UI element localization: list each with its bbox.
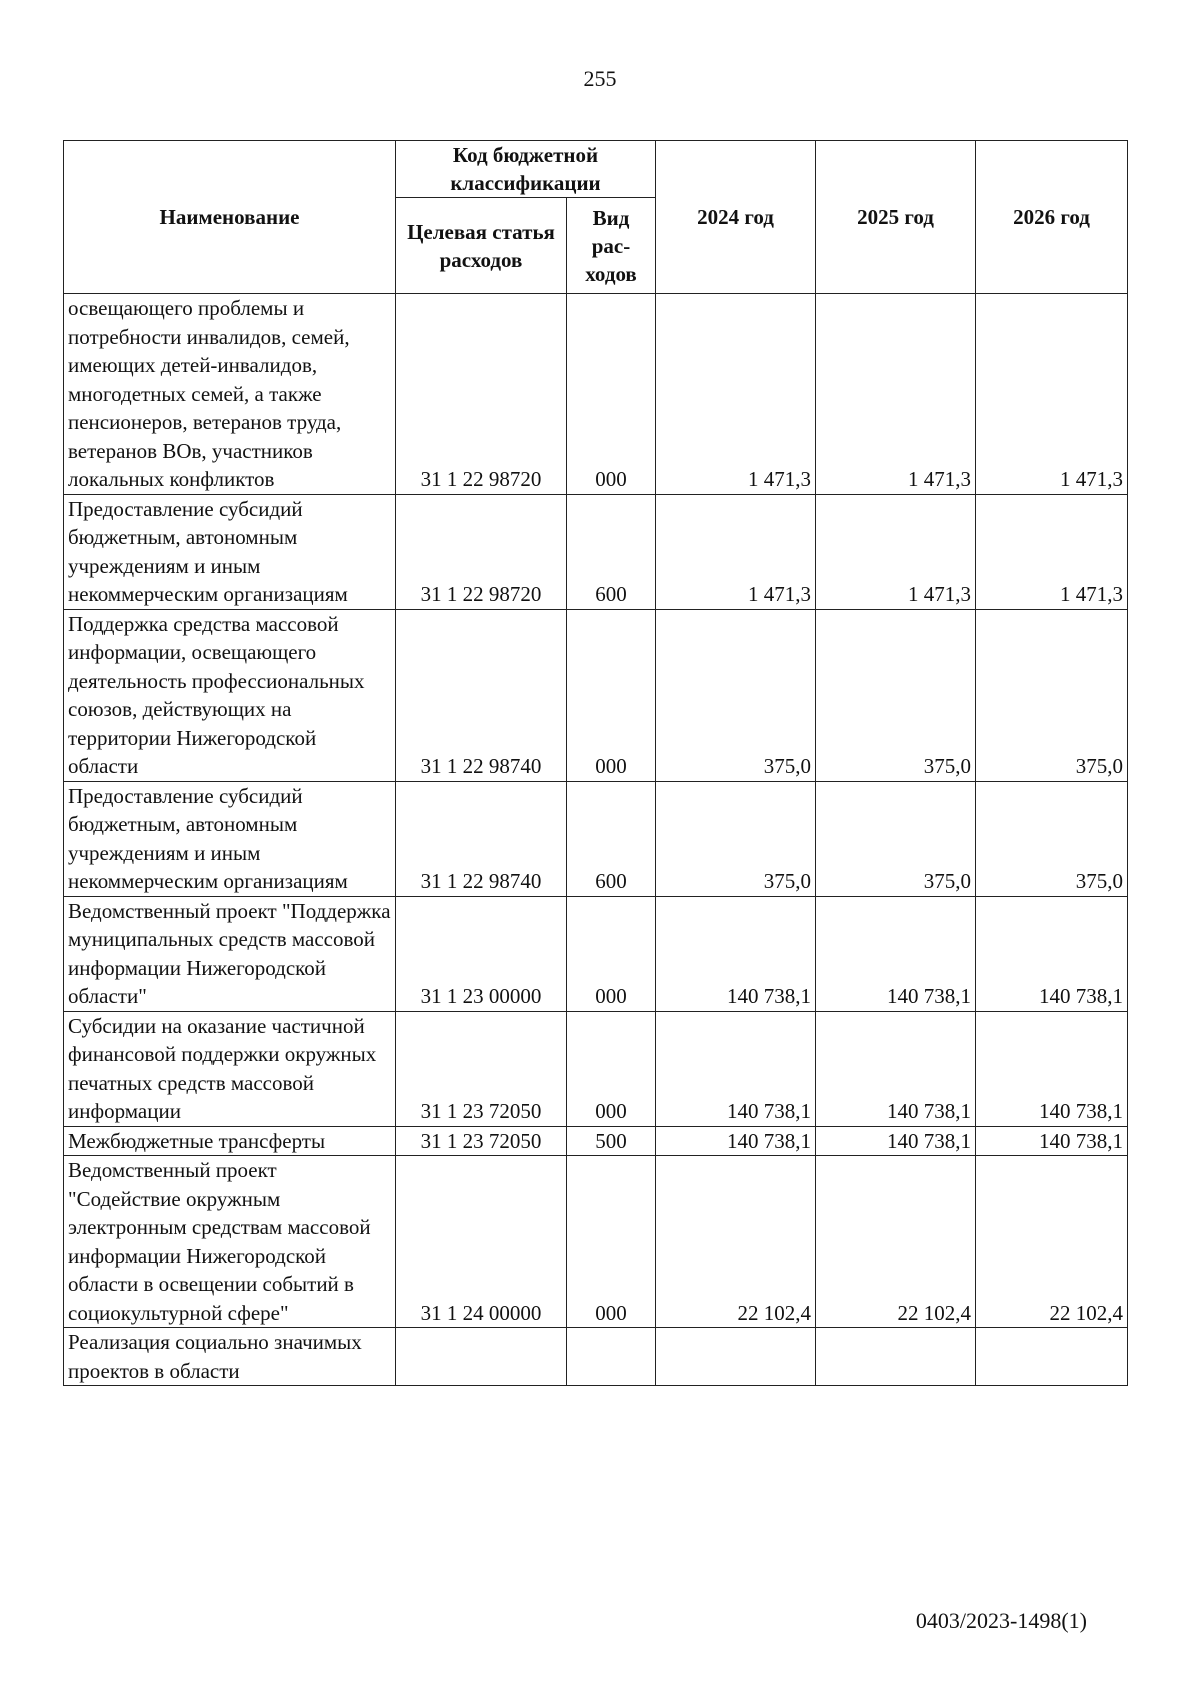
header-year-2026: 2026 год	[976, 141, 1128, 294]
header-year-2025: 2025 год	[816, 141, 976, 294]
row-target-article: 31 1 24 00000	[396, 1156, 567, 1328]
row-value-2026: 375,0	[976, 609, 1128, 781]
row-target-article: 31 1 22 98720	[396, 494, 567, 609]
table-row	[64, 494, 1128, 609]
row-value-2025: 140 738,1	[816, 896, 976, 1011]
row-name: Предоставление субсидий бюджетным, автономным учреждениям и иным некоммерческим организациям	[64, 494, 396, 609]
row-value-2024: 1 471,3	[656, 494, 816, 609]
row-expense-type: 600	[567, 494, 656, 609]
row-value-2026: 1 471,3	[976, 294, 1128, 495]
table-row	[64, 609, 1128, 781]
table-header	[64, 141, 1128, 294]
table-row	[64, 1328, 1128, 1386]
row-name: Межбюджетные трансферты	[64, 1126, 396, 1156]
row-expense-type: 000	[567, 294, 656, 495]
row-value-2026: 140 738,1	[976, 896, 1128, 1011]
table-row	[64, 1156, 1128, 1328]
row-target-article: 31 1 23 00000	[396, 896, 567, 1011]
row-target-article: 31 1 22 98740	[396, 609, 567, 781]
row-name: освещающего проблемы и потребности инвалидов, семей, имеющих детей-инвалидов, многодетных семей, а также пенсионеров, ветеранов труда, ветеранов ВОв, участников локальных конфликтов	[64, 294, 396, 495]
row-value-2026: 140 738,1	[976, 1011, 1128, 1126]
row-value-2024	[656, 1328, 816, 1386]
document-code: 0403/2023-1498(1)	[915, 1608, 1087, 1633]
row-name: Ведомственный проект "Поддержка муниципальных средств массовой информации Нижегородской области"	[64, 896, 396, 1011]
row-value-2026	[976, 1328, 1128, 1386]
row-target-article: 31 1 23 72050	[396, 1011, 567, 1126]
budget-table	[63, 140, 1128, 1386]
row-value-2025: 1 471,3	[816, 294, 976, 495]
row-value-2025: 140 738,1	[816, 1126, 976, 1156]
row-value-2024: 140 738,1	[656, 1126, 816, 1156]
row-value-2026: 140 738,1	[976, 1126, 1128, 1156]
row-expense-type	[567, 1328, 656, 1386]
row-name: Ведомственный проект "Содействие окружным электронным средствам массовой информации Нижегородской области в освещении событий в социокультурной сфере"	[64, 1156, 396, 1328]
row-name: Субсидии на оказание частичной финансовой поддержки окружных печатных средств массовой информации	[64, 1011, 396, 1126]
row-name: Поддержка средства массовой информации, освещающего деятельность профессиональных союзов, действующих на территории Нижегородской области	[64, 609, 396, 781]
header-year-2024: 2024 год	[656, 141, 816, 294]
table-row	[64, 781, 1128, 896]
row-value-2025: 375,0	[816, 781, 976, 896]
row-target-article	[396, 1328, 567, 1386]
row-value-2026: 1 471,3	[976, 494, 1128, 609]
header-target-article: Целевая статья расходов	[396, 198, 567, 294]
header-expense-type: Вид рас-ходов	[567, 198, 656, 294]
row-value-2024: 22 102,4	[656, 1156, 816, 1328]
row-name: Реализация социально значимых проектов в области	[64, 1328, 396, 1386]
row-target-article: 31 1 22 98740	[396, 781, 567, 896]
page-number: 255	[583, 66, 617, 91]
row-name: Предоставление субсидий бюджетным, автономным учреждениям и иным некоммерческим организациям	[64, 781, 396, 896]
row-expense-type: 000	[567, 1156, 656, 1328]
row-value-2025: 375,0	[816, 609, 976, 781]
row-value-2025	[816, 1328, 976, 1386]
row-value-2025: 1 471,3	[816, 494, 976, 609]
row-value-2024: 375,0	[656, 609, 816, 781]
row-value-2024: 375,0	[656, 781, 816, 896]
row-value-2024: 140 738,1	[656, 1011, 816, 1126]
row-target-article: 31 1 23 72050	[396, 1126, 567, 1156]
row-value-2024: 140 738,1	[656, 896, 816, 1011]
table-row	[64, 1126, 1128, 1156]
table-row	[64, 896, 1128, 1011]
table-row	[64, 1011, 1128, 1126]
header-name: Наименование	[64, 141, 396, 294]
row-value-2025: 140 738,1	[816, 1011, 976, 1126]
row-expense-type: 500	[567, 1126, 656, 1156]
row-expense-type: 000	[567, 1011, 656, 1126]
row-value-2026: 22 102,4	[976, 1156, 1128, 1328]
row-expense-type: 600	[567, 781, 656, 896]
row-target-article: 31 1 22 98720	[396, 294, 567, 495]
header-code-group: Код бюджетной классификации	[396, 141, 656, 198]
row-value-2024: 1 471,3	[656, 294, 816, 495]
row-value-2026: 375,0	[976, 781, 1128, 896]
row-expense-type: 000	[567, 896, 656, 1011]
row-expense-type: 000	[567, 609, 656, 781]
table-row	[64, 294, 1128, 495]
table-body	[64, 294, 1128, 1386]
row-value-2025: 22 102,4	[816, 1156, 976, 1328]
